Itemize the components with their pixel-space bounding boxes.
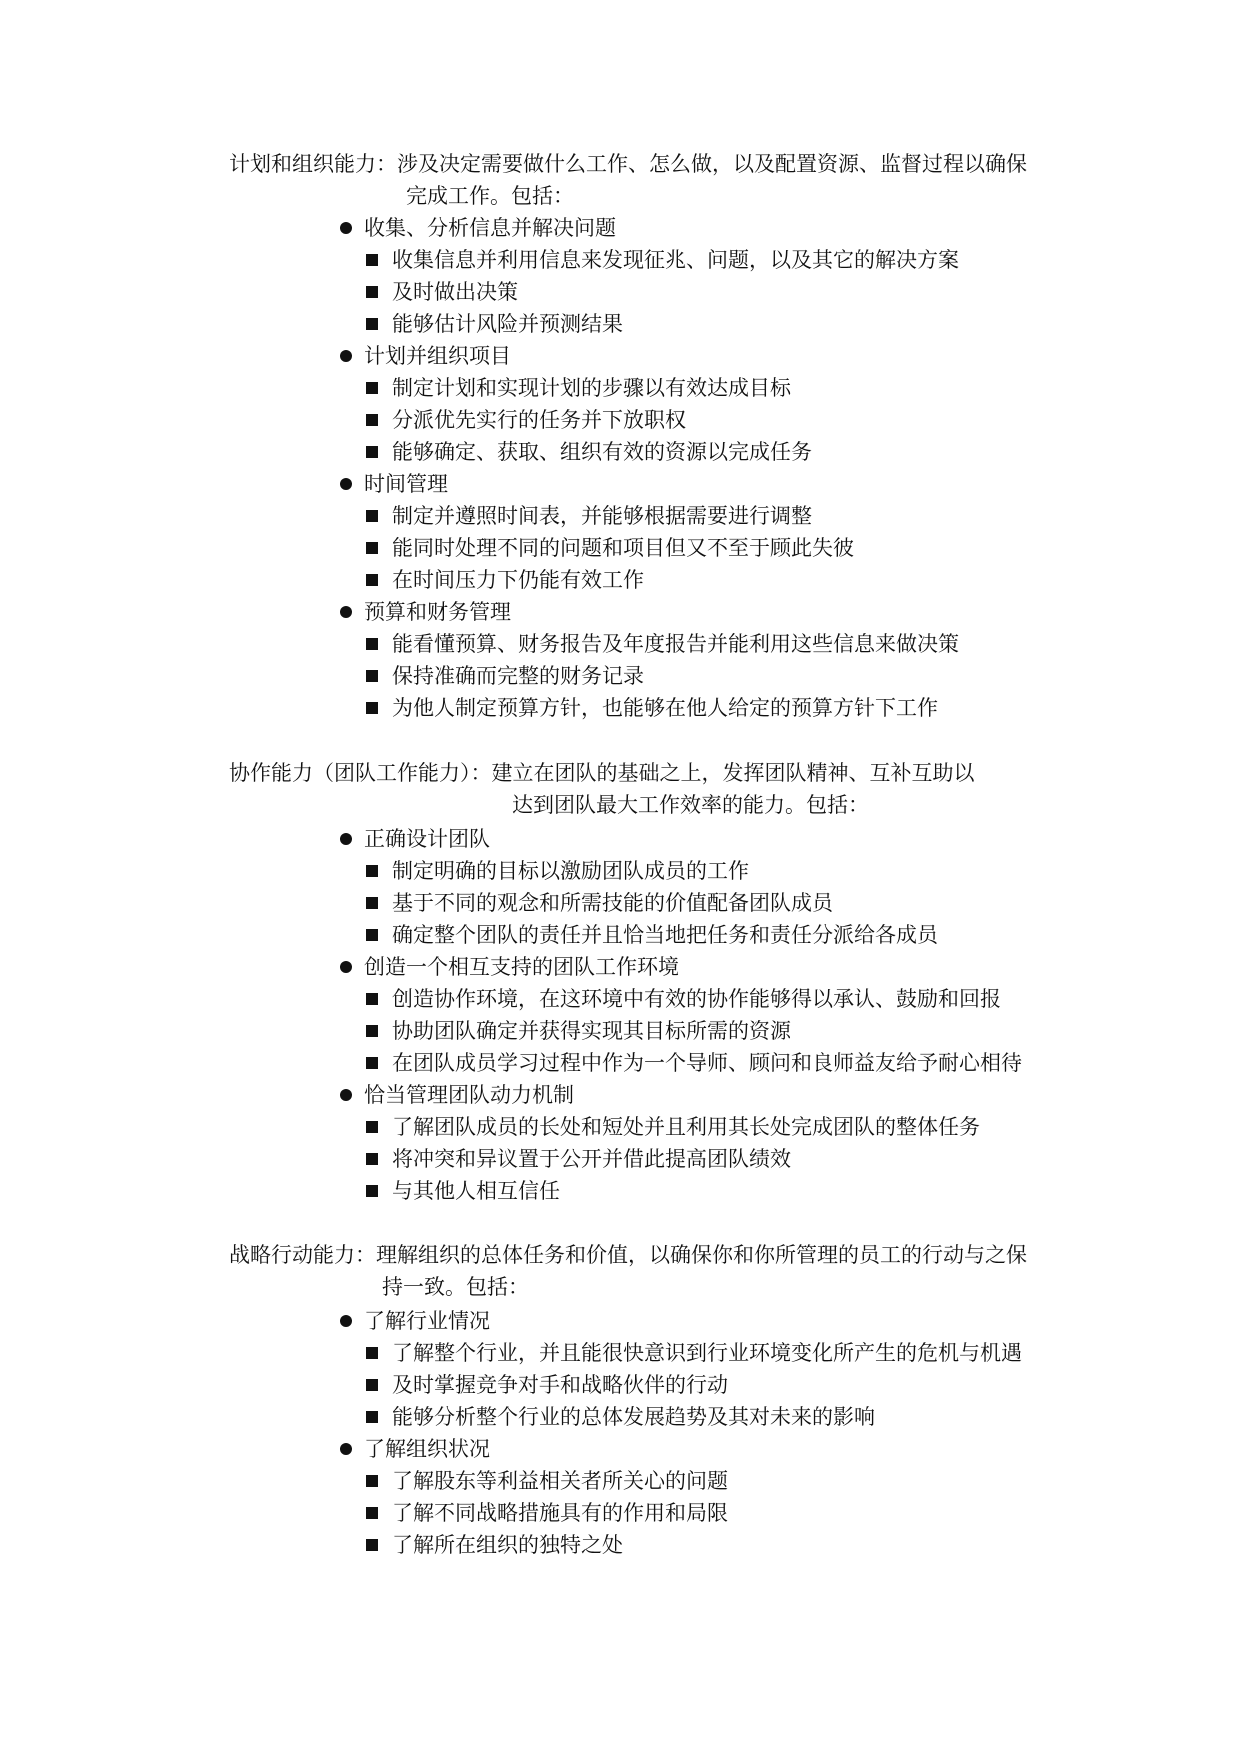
- item-text: 能看懂预算、财务报告及年度报告并能利用这些信息来做决策: [392, 632, 959, 656]
- list-item: [366, 1047, 1022, 1079]
- square-bullet-icon: [366, 510, 378, 522]
- item-text: 协助团队确定并获得实现其目标所需的资源: [392, 1019, 791, 1043]
- item-text: 确定整个团队的责任并且恰当地把任务和责任分派给各成员: [392, 923, 938, 947]
- square-bullet-icon: [366, 1347, 378, 1359]
- list-item: [340, 468, 448, 500]
- list-item: [340, 951, 679, 983]
- square-bullet-icon: [366, 1153, 378, 1165]
- square-bullet-icon: [366, 1025, 378, 1037]
- square-bullet-icon: [366, 865, 378, 877]
- item-text: 制定明确的目标以激励团队成员的工作: [392, 859, 749, 883]
- square-bullet-icon: [366, 929, 378, 941]
- list-item: [366, 1143, 791, 1175]
- bullet-icon: [340, 222, 352, 234]
- bullet-icon: [340, 961, 352, 973]
- list-item: [366, 308, 623, 340]
- item-text: 了解所在组织的独特之处: [392, 1533, 623, 1557]
- group-title: 了解组织状况: [364, 1437, 490, 1461]
- item-text: 与其他人相互信任: [392, 1179, 560, 1203]
- list-item: [366, 887, 833, 919]
- square-bullet-icon: [366, 993, 378, 1005]
- square-bullet-icon: [366, 897, 378, 909]
- item-text: 了解不同战略措施具有的作用和局限: [392, 1501, 728, 1525]
- list-item: [366, 372, 791, 404]
- list-item: [366, 532, 854, 564]
- item-text: 创造协作环境，在这环境中有效的协作能够得以承认、鼓励和回报: [392, 987, 1001, 1011]
- list-item: [366, 1015, 791, 1047]
- item-text: 能够估计风险并预测结果: [392, 312, 623, 336]
- item-text: 及时做出决策: [392, 280, 518, 304]
- section-heading-continued: 完成工作。包括：: [406, 184, 574, 208]
- item-text: 分派优先实行的任务并下放职权: [392, 408, 686, 432]
- group-title: 计划并组织项目: [364, 344, 511, 368]
- item-text: 制定计划和实现计划的步骤以有效达成目标: [392, 376, 791, 400]
- square-bullet-icon: [366, 670, 378, 682]
- group-title: 恰当管理团队动力机制: [364, 1083, 574, 1107]
- square-bullet-icon: [366, 542, 378, 554]
- square-bullet-icon: [366, 1185, 378, 1197]
- bullet-icon: [340, 1315, 352, 1327]
- item-text: 能够确定、获取、组织有效的资源以完成任务: [392, 440, 812, 464]
- list-item: [340, 340, 511, 372]
- bullet-icon: [340, 1443, 352, 1455]
- group-title: 创造一个相互支持的团队工作环境: [364, 955, 679, 979]
- list-item: [366, 1111, 980, 1143]
- list-item: [366, 1401, 875, 1433]
- bullet-icon: [340, 833, 352, 845]
- section-heading: 协作能力（团队工作能力）：建立在团队的基础之上，发挥团队精神、互补互助以: [229, 761, 975, 785]
- square-bullet-icon: [366, 1411, 378, 1423]
- item-text: 了解整个行业，并且能很快意识到行业环境变化所产生的危机与机遇: [392, 1341, 1022, 1365]
- list-item: [366, 1337, 1022, 1369]
- group-title: 了解行业情况: [364, 1309, 490, 1333]
- item-text: 能够分析整个行业的总体发展趋势及其对未来的影响: [392, 1405, 875, 1429]
- list-item: [366, 404, 686, 436]
- list-item: [366, 628, 959, 660]
- square-bullet-icon: [366, 1475, 378, 1487]
- list-item: [366, 1465, 728, 1497]
- square-bullet-icon: [366, 446, 378, 458]
- list-item: [366, 1497, 728, 1529]
- section-heading-continued: 达到团队最大工作效率的能力。包括：: [512, 793, 869, 817]
- item-text: 在团队成员学习过程中作为一个导师、顾问和良师益友给予耐心相待: [392, 1051, 1022, 1075]
- list-item: [340, 1433, 490, 1465]
- square-bullet-icon: [366, 1539, 378, 1551]
- item-text: 制定并遵照时间表，并能够根据需要进行调整: [392, 504, 812, 528]
- group-title: 收集、分析信息并解决问题: [364, 216, 616, 240]
- item-text: 保持准确而完整的财务记录: [392, 664, 644, 688]
- square-bullet-icon: [366, 1379, 378, 1391]
- bullet-icon: [340, 1089, 352, 1101]
- square-bullet-icon: [366, 254, 378, 266]
- list-item: [366, 983, 1001, 1015]
- item-text: 及时掌握竞争对手和战略伙伴的行动: [392, 1373, 728, 1397]
- list-item: [366, 276, 518, 308]
- item-text: 为他人制定预算方针，也能够在他人给定的预算方针下工作: [392, 696, 938, 720]
- bullet-icon: [340, 606, 352, 618]
- square-bullet-icon: [366, 638, 378, 650]
- list-item: [366, 660, 644, 692]
- list-item: [366, 855, 749, 887]
- bullet-icon: [340, 350, 352, 362]
- item-text: 了解股东等利益相关者所关心的问题: [392, 1469, 728, 1493]
- list-item: [366, 564, 644, 596]
- list-item: [366, 1529, 623, 1561]
- list-item: [340, 823, 490, 855]
- list-item: [366, 1175, 560, 1207]
- item-text: 基于不同的观念和所需技能的价值配备团队成员: [392, 891, 833, 915]
- square-bullet-icon: [366, 1057, 378, 1069]
- list-item: [366, 919, 938, 951]
- square-bullet-icon: [366, 286, 378, 298]
- section-heading: 战略行动能力：理解组织的总体任务和价值，以确保你和你所管理的员工的行动与之保: [229, 1243, 1027, 1267]
- list-item: [340, 1079, 574, 1111]
- square-bullet-icon: [366, 414, 378, 426]
- section-heading-continued: 持一致。包括：: [382, 1275, 529, 1299]
- item-text: 收集信息并利用信息来发现征兆、问题，以及其它的解决方案: [392, 248, 959, 272]
- group-title: 正确设计团队: [364, 827, 490, 851]
- list-item: [366, 1369, 728, 1401]
- list-item: [366, 244, 959, 276]
- list-item: [340, 212, 616, 244]
- list-item: [340, 596, 511, 628]
- square-bullet-icon: [366, 1121, 378, 1133]
- square-bullet-icon: [366, 1507, 378, 1519]
- item-text: 能同时处理不同的问题和项目但又不至于顾此失彼: [392, 536, 854, 560]
- section-heading: 计划和组织能力：涉及决定需要做什么工作、怎么做，以及配置资源、监督过程以确保: [229, 152, 1027, 176]
- square-bullet-icon: [366, 382, 378, 394]
- item-text: 在时间压力下仍能有效工作: [392, 568, 644, 592]
- square-bullet-icon: [366, 318, 378, 330]
- list-item: [366, 500, 812, 532]
- item-text: 了解团队成员的长处和短处并且利用其长处完成团队的整体任务: [392, 1115, 980, 1139]
- item-text: 将冲突和异议置于公开并借此提高团队绩效: [392, 1147, 791, 1171]
- list-item: [366, 436, 812, 468]
- square-bullet-icon: [366, 574, 378, 586]
- group-title: 预算和财务管理: [364, 600, 511, 624]
- list-item: [366, 692, 938, 724]
- list-item: [340, 1305, 490, 1337]
- group-title: 时间管理: [364, 472, 448, 496]
- bullet-icon: [340, 478, 352, 490]
- square-bullet-icon: [366, 702, 378, 714]
